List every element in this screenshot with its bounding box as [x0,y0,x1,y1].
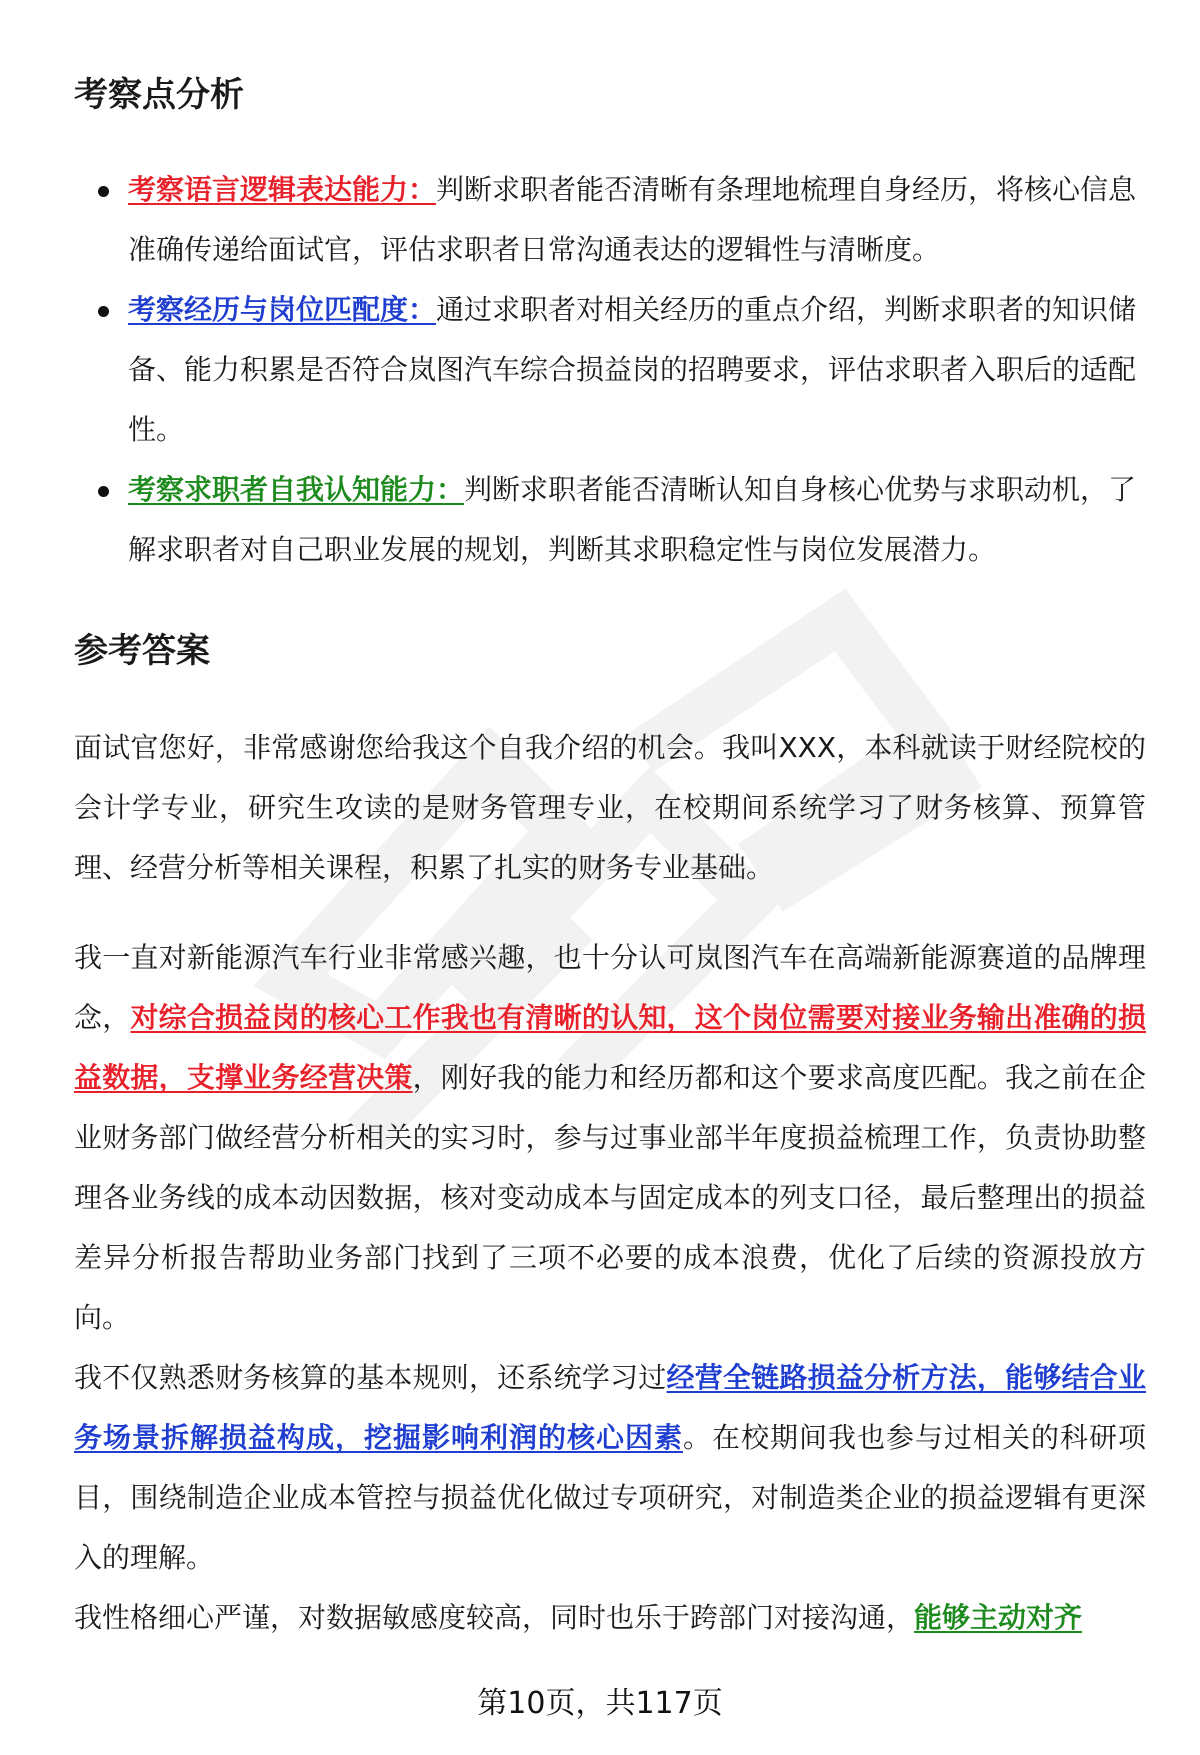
answer-text: 我不仅熟悉财务核算的基本规则，还系统学习过 [74,1361,667,1394]
list-item [74,460,1146,580]
answer-highlight: 能够主动对齐 [914,1601,1083,1634]
answer-paragraph: 面试官您好，非常感谢您给我这个自我介绍的机会。我叫XXX，本科就读于财经院校的会计学专业，研究生攻读的是财务管理专业，在校期间系统学习了财务核算、预算管理、经营分析等相关课程，积累了扎实的财务专业基础。 [74,731,1146,884]
answer-paragraph [74,928,1146,1348]
answer-text: 我一直对新能源汽车行业非常感兴趣，也十分认可岚图汽车在高端新能源赛道的品牌理念， [74,941,1146,1034]
section-heading-analysis: 考察点分析 [74,75,244,115]
answer-highlight: 对综合损益岗的核心工作我也有清晰的认知，这个岗位需要对接业务输出准确的损益数据，支撑业务经营决策 [74,1001,1146,1094]
point-text: 判断求职者能否清晰有条理地梳理自身经历，将核心信息准确传递给面试官，评估求职者日常沟通表达的逻辑性与清晰度。 [128,173,1137,266]
list-item [74,160,1146,280]
list-item [74,280,1146,460]
answer-paragraph [74,1588,1146,1648]
point-label: 考察语言逻辑表达能力： [128,173,437,206]
answer-paragraph [74,1348,1146,1588]
page-number: 第10页，共117页 [477,1686,723,1721]
answer-text: 。在校期间我也参与过相关的科研项目，围绕制造企业成本管控与损益优化做过专项研究，对制造类企业的损益逻辑有更深入的理解。 [74,1421,1146,1574]
reference-answer [74,718,1146,1648]
answer-text: ，刚好我的能力和经历都和这个要求高度匹配。我之前在企业财务部门做经营分析相关的实习时，参与过事业部半年度损益梳理工作，负责协助整理各业务线的成本动因数据，核对变动成本与固定成本的列支口径，最后整理出的损益差异分析报告帮助业务部门找到了三项不必要的成本浪费，优化了后续的资源投放方向。 [74,1061,1146,1334]
point-label: 考察求职者自我认知能力： [128,473,465,506]
point-text: 判断求职者能否清晰认知自身核心优势与求职动机，了解求职者对自己职业发展的规划，判断其求职稳定性与岗位发展潜力。 [128,473,1137,566]
answer-text: 我性格细心严谨，对数据敏感度较高，同时也乐于跨部门对接沟通， [74,1601,915,1634]
point-label: 考察经历与岗位匹配度： [128,293,437,326]
analysis-point-list [74,160,1146,580]
point-text: 通过求职者对相关经历的重点介绍，判断求职者的知识储备、能力积累是否符合岚图汽车综合损益岗的招聘要求，评估求职者入职后的适配性。 [128,293,1137,446]
section-heading-answer: 参考答案 [74,631,210,671]
answer-highlight: 经营全链路损益分析方法，能够结合业务场景拆解损益构成，挖掘影响利润的核心因素 [74,1361,1146,1454]
